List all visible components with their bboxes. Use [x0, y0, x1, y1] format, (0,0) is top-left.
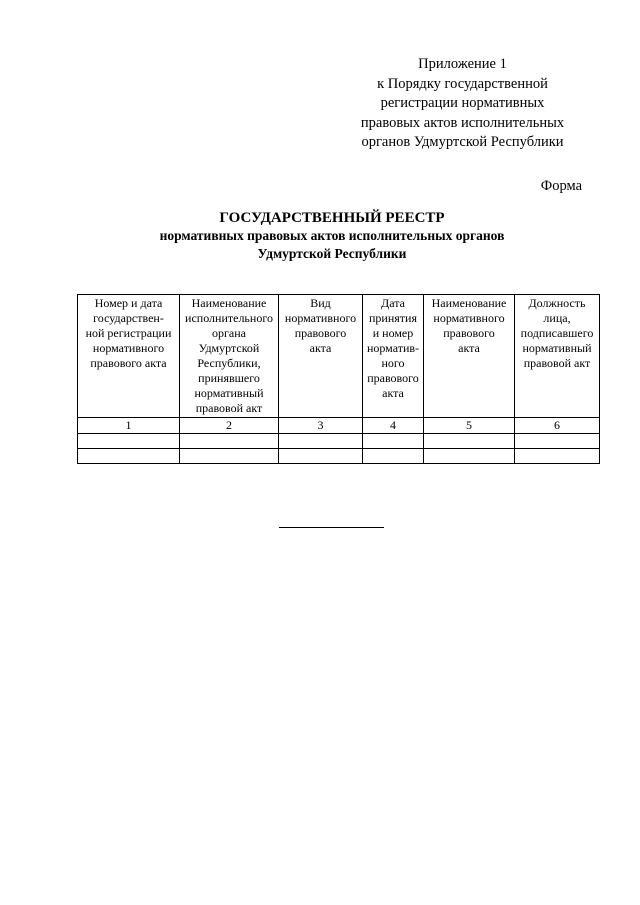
- appendix-line: Приложение 1: [418, 56, 507, 72]
- header-line: норматив-: [366, 341, 420, 355]
- header-line: лица,: [543, 311, 571, 325]
- column-number-row: [78, 418, 600, 434]
- empty-row: [78, 434, 600, 449]
- header-line: нормативный: [194, 386, 264, 400]
- header-line: Наименование: [191, 296, 267, 310]
- document-title: [0, 209, 640, 263]
- header-line: нормативного: [284, 311, 357, 325]
- header-line: правового: [443, 326, 495, 340]
- column-number: 2: [180, 418, 279, 434]
- header-line: подписавшего: [520, 326, 594, 340]
- empty-cell: [424, 449, 515, 464]
- header-cell-signer-position: [515, 295, 600, 418]
- header-line: Должность: [528, 296, 586, 310]
- appendix-line: правовых актов исполнительных: [360, 114, 565, 131]
- header-line: акта: [309, 341, 332, 355]
- header-line: правовой акт: [523, 356, 591, 370]
- header-line: акта: [458, 341, 480, 355]
- title-main: ГОСУДАРСТВЕННЫЙ РЕЕСТР: [219, 210, 445, 226]
- header-cell-adoption-date: [363, 295, 424, 418]
- title-line3: Удмуртской Республики: [257, 246, 407, 261]
- empty-row: [78, 449, 600, 464]
- header-line: и номер: [372, 326, 414, 340]
- header-line: Вид: [310, 296, 331, 310]
- header-line: правового акта: [90, 356, 167, 370]
- header-line: исполнительного: [185, 311, 273, 325]
- header-row: [78, 295, 600, 418]
- appendix-note: [340, 55, 585, 153]
- header-line: правовой акт: [195, 401, 263, 415]
- header-line: ной регистрации: [85, 326, 172, 340]
- header-line: органа: [212, 326, 246, 340]
- empty-cell: [78, 434, 180, 449]
- empty-cell: [424, 434, 515, 449]
- empty-cell: [515, 434, 600, 449]
- registry-table: [77, 294, 600, 464]
- appendix-line: органов Удмуртской Республики: [361, 134, 564, 150]
- appendix-line: к Порядку государственной: [377, 75, 548, 92]
- header-line: нормативный: [522, 341, 592, 355]
- empty-cell: [363, 449, 424, 464]
- header-line: правового: [367, 371, 419, 385]
- header-line: Наименование: [431, 296, 507, 310]
- header-line: принятия: [369, 311, 417, 325]
- appendix-line: регистрации нормативных: [380, 95, 545, 111]
- header-cell-authority: [180, 295, 279, 418]
- separator-line: [279, 527, 384, 528]
- empty-cell: [279, 449, 363, 464]
- column-number: 6: [515, 418, 600, 434]
- header-line: Дата: [381, 296, 405, 310]
- column-number: 3: [279, 418, 363, 434]
- title-line2: нормативных правовых актов исполнительных органов: [159, 228, 505, 243]
- column-number: 5: [424, 418, 515, 434]
- header-line: нормативного: [92, 341, 165, 355]
- header-cell-registration: [78, 295, 180, 418]
- empty-cell: [180, 434, 279, 449]
- header-line: нормативного: [433, 311, 505, 325]
- column-number: 4: [363, 418, 424, 434]
- empty-cell: [515, 449, 600, 464]
- header-line: государствен-: [93, 311, 164, 325]
- header-line: Номер и дата: [94, 296, 163, 310]
- header-cell-act-name: [424, 295, 515, 418]
- header-line: акта: [382, 386, 404, 400]
- empty-cell: [180, 449, 279, 464]
- header-line: Удмуртской: [198, 341, 260, 355]
- header-line: принявшего: [198, 371, 260, 385]
- header-line: правового: [294, 326, 347, 340]
- header-line: Республики,: [197, 356, 261, 370]
- empty-cell: [78, 449, 180, 464]
- header-line: ного: [381, 356, 405, 370]
- header-cell-act-type: [279, 295, 363, 418]
- column-number: 1: [78, 418, 180, 434]
- empty-cell: [279, 434, 363, 449]
- form-label: Форма: [540, 178, 582, 194]
- empty-cell: [363, 434, 424, 449]
